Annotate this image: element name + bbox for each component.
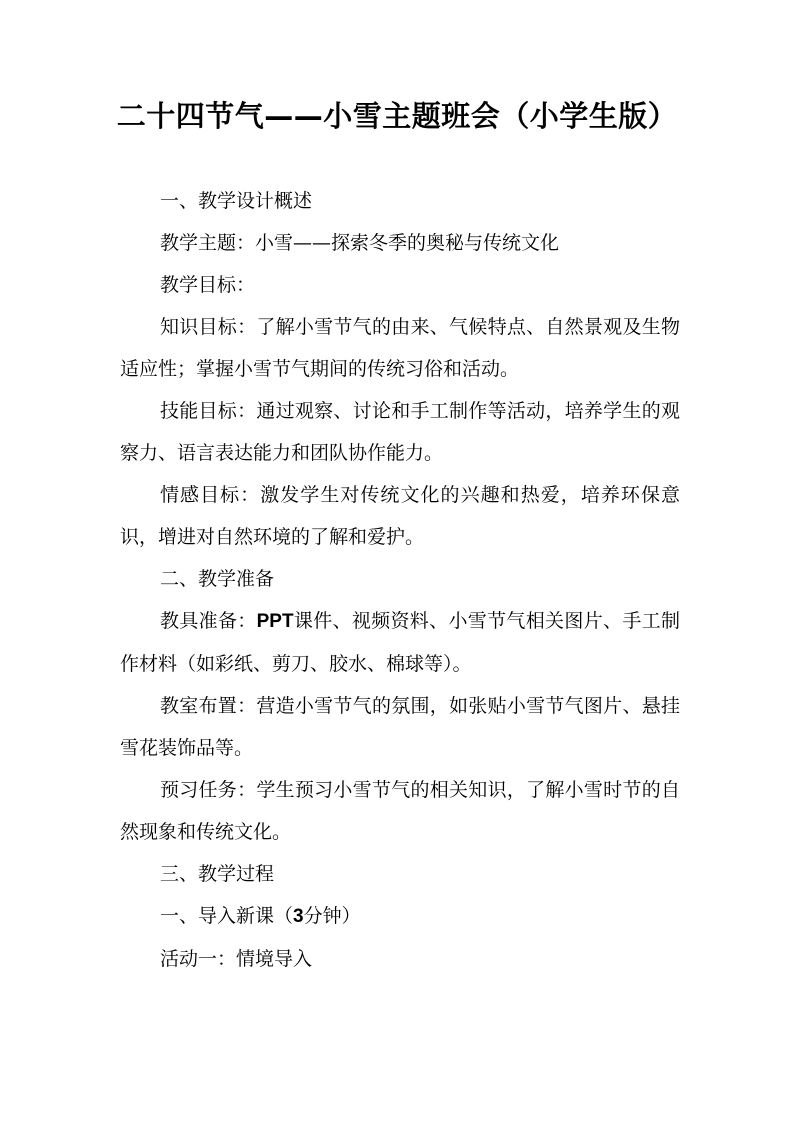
- classroom-layout-paragraph: 教室布置：营造小雪节气的氛围，如张贴小雪节气图片、悬挂雪花装饰品等。: [120, 695, 680, 759]
- intro-lesson-suffix: 分钟）: [303, 905, 361, 927]
- document-title: 二十四节气——小雪主题班会（小学生版）: [116, 99, 678, 133]
- section-heading-preparation: 二、教学准备: [160, 568, 275, 590]
- section-heading-process: 三、教学过程: [160, 863, 275, 885]
- teaching-theme-paragraph: 教学主题：小雪——探索冬季的奥秘与传统文化: [160, 232, 560, 254]
- knowledge-goal-paragraph: 知识目标：了解小雪节气的由来、气候特点、自然景观及生物适应性；掌握小雪节气期间的传统习俗和活动。: [120, 316, 680, 380]
- teaching-goals-label: 教学目标：: [160, 274, 256, 296]
- section-heading-overview: 一、教学设计概述: [160, 190, 313, 212]
- skill-goal-paragraph: 技能目标：通过观察、讨论和手工制作等活动，培养学生的观察力、语言表达能力和团队协作能力。: [120, 400, 680, 464]
- ppt-term: PPT: [256, 611, 294, 632]
- intro-lesson-minutes: 3: [293, 906, 304, 927]
- emotion-goal-paragraph: 情感目标：激发学生对传统文化的兴趣和热爱，培养环保意识，增进对自然环境的了解和爱护。: [120, 484, 680, 548]
- teaching-aids-paragraph: [120, 600, 680, 685]
- intro-lesson-prefix: 一、导入新课（: [160, 905, 294, 927]
- teaching-aids-prefix: 教具准备：: [160, 610, 257, 632]
- intro-lesson-heading: [120, 895, 680, 938]
- preview-task-paragraph: 预习任务：学生预习小雪节气的相关知识，了解小雪时节的自然现象和传统文化。: [120, 779, 680, 843]
- teaching-aids-suffix: 课件、视频资料、小雪节气相关图片、手工制作材料（如彩纸、剪刀、胶水、棉球等）。: [120, 610, 680, 675]
- activity-one-heading: 活动一：情境导入: [160, 948, 313, 970]
- document-body: [120, 180, 680, 980]
